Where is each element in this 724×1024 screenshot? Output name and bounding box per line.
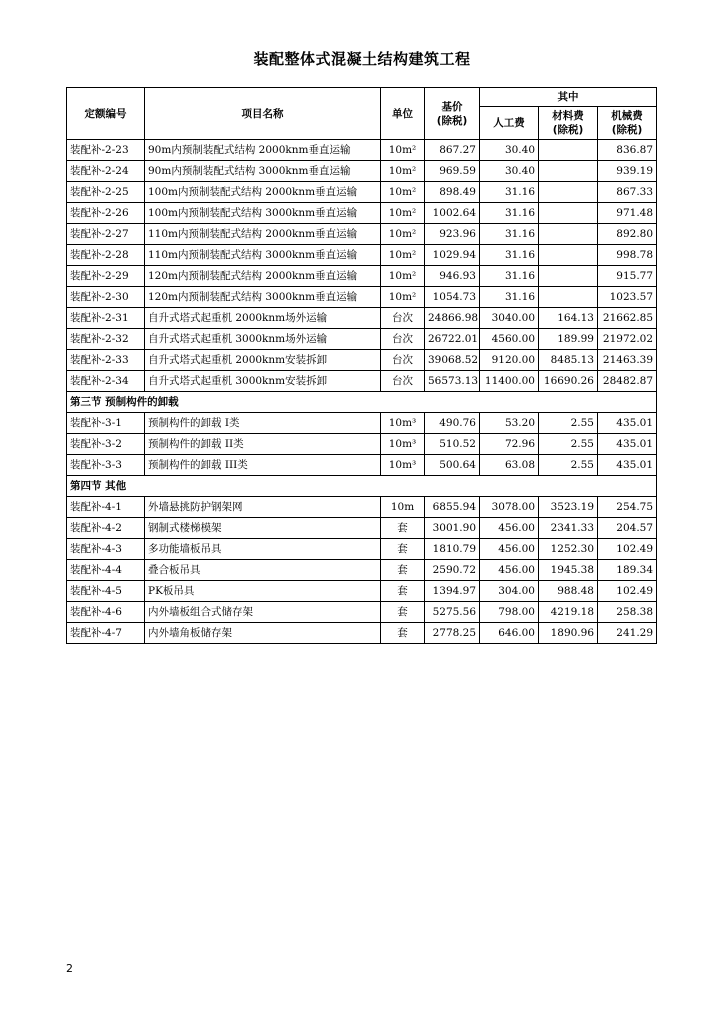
cell-name: 100m内预制装配式结构 3000knm垂直运输 <box>145 203 381 224</box>
cell-material: 1890.96 <box>539 623 598 644</box>
cell-labor: 72.96 <box>480 434 539 455</box>
table-row <box>67 350 657 371</box>
cell-code: 装配补-3-1 <box>67 413 145 434</box>
cell-material: 2.55 <box>539 413 598 434</box>
cell-code: 装配补-2-26 <box>67 203 145 224</box>
cell-unit: 10m² <box>381 287 425 308</box>
cell-unit: 10m² <box>381 161 425 182</box>
cell-labor: 30.40 <box>480 161 539 182</box>
cell-machine: 971.48 <box>598 203 657 224</box>
cell-base: 510.52 <box>425 434 480 455</box>
cell-labor: 53.20 <box>480 413 539 434</box>
cell-machine: 258.38 <box>598 602 657 623</box>
table-body <box>67 140 657 644</box>
cell-name: PK板吊具 <box>145 581 381 602</box>
cell-machine: 254.75 <box>598 497 657 518</box>
cell-material <box>539 161 598 182</box>
table-row <box>67 203 657 224</box>
cell-base: 39068.52 <box>425 350 480 371</box>
cell-unit: 10m³ <box>381 434 425 455</box>
cell-name: 自升式塔式起重机 3000knm安装拆卸 <box>145 371 381 392</box>
cell-machine: 867.33 <box>598 182 657 203</box>
quota-table <box>66 87 657 644</box>
cell-labor: 31.16 <box>480 224 539 245</box>
cell-machine: 836.87 <box>598 140 657 161</box>
table-row <box>67 497 657 518</box>
header-material <box>539 107 598 140</box>
table-row <box>67 434 657 455</box>
cell-base: 2590.72 <box>425 560 480 581</box>
cell-base: 6855.94 <box>425 497 480 518</box>
header-among: 其中 <box>480 88 657 107</box>
cell-base: 5275.56 <box>425 602 480 623</box>
table-row <box>67 518 657 539</box>
cell-labor: 30.40 <box>480 140 539 161</box>
cell-unit: 10m² <box>381 224 425 245</box>
table-row <box>67 308 657 329</box>
cell-name: 预制构件的卸载 I类 <box>145 413 381 434</box>
cell-code: 装配补-3-3 <box>67 455 145 476</box>
cell-unit: 10m <box>381 497 425 518</box>
table-row <box>67 245 657 266</box>
cell-name: 内外墙角板储存架 <box>145 623 381 644</box>
table-row <box>67 539 657 560</box>
cell-base: 24866.98 <box>425 308 480 329</box>
cell-base: 3001.90 <box>425 518 480 539</box>
cell-labor: 11400.00 <box>480 371 539 392</box>
section-row <box>67 476 657 497</box>
cell-labor: 798.00 <box>480 602 539 623</box>
cell-unit: 10m² <box>381 182 425 203</box>
cell-base: 1394.97 <box>425 581 480 602</box>
cell-material <box>539 140 598 161</box>
cell-labor: 31.16 <box>480 203 539 224</box>
cell-material: 164.13 <box>539 308 598 329</box>
cell-material: 2.55 <box>539 434 598 455</box>
cell-labor: 31.16 <box>480 266 539 287</box>
cell-labor: 9120.00 <box>480 350 539 371</box>
cell-code: 装配补-2-27 <box>67 224 145 245</box>
cell-name: 内外墙板组合式储存架 <box>145 602 381 623</box>
cell-code: 装配补-2-32 <box>67 329 145 350</box>
cell-code: 装配补-2-23 <box>67 140 145 161</box>
cell-base: 923.96 <box>425 224 480 245</box>
cell-labor: 3040.00 <box>480 308 539 329</box>
section-row <box>67 392 657 413</box>
cell-material: 988.48 <box>539 581 598 602</box>
cell-code: 装配补-2-25 <box>67 182 145 203</box>
cell-machine: 241.29 <box>598 623 657 644</box>
cell-unit: 10m³ <box>381 455 425 476</box>
cell-unit: 套 <box>381 581 425 602</box>
header-name: 项目名称 <box>145 88 381 140</box>
cell-base: 1054.73 <box>425 287 480 308</box>
cell-unit: 套 <box>381 539 425 560</box>
header-unit: 单位 <box>381 88 425 140</box>
cell-base: 2778.25 <box>425 623 480 644</box>
cell-labor: 456.00 <box>480 539 539 560</box>
cell-machine: 28482.87 <box>598 371 657 392</box>
page-number: 2 <box>66 962 73 975</box>
cell-code: 装配补-4-7 <box>67 623 145 644</box>
cell-machine: 915.77 <box>598 266 657 287</box>
table-row <box>67 581 657 602</box>
cell-code: 装配补-2-24 <box>67 161 145 182</box>
cell-machine: 21662.85 <box>598 308 657 329</box>
table-header <box>67 88 657 140</box>
cell-unit: 套 <box>381 518 425 539</box>
cell-base: 867.27 <box>425 140 480 161</box>
cell-unit: 套 <box>381 602 425 623</box>
cell-base: 500.64 <box>425 455 480 476</box>
table-row <box>67 623 657 644</box>
cell-code: 装配补-4-6 <box>67 602 145 623</box>
cell-material <box>539 287 598 308</box>
cell-material <box>539 182 598 203</box>
cell-labor: 4560.00 <box>480 329 539 350</box>
table-row <box>67 266 657 287</box>
cell-name: 自升式塔式起重机 2000knm安装拆卸 <box>145 350 381 371</box>
cell-labor: 646.00 <box>480 623 539 644</box>
cell-unit: 10m² <box>381 245 425 266</box>
table-row <box>67 224 657 245</box>
cell-labor: 3078.00 <box>480 497 539 518</box>
table-row <box>67 161 657 182</box>
table-row <box>67 182 657 203</box>
cell-name: 90m内预制装配式结构 3000knm垂直运输 <box>145 161 381 182</box>
cell-base: 490.76 <box>425 413 480 434</box>
table-row <box>67 560 657 581</box>
cell-material: 4219.18 <box>539 602 598 623</box>
cell-material <box>539 245 598 266</box>
header-material-text: 材料费 (除税) <box>552 110 584 136</box>
cell-machine: 435.01 <box>598 434 657 455</box>
cell-machine: 204.57 <box>598 518 657 539</box>
cell-name: 自升式塔式起重机 3000knm场外运输 <box>145 329 381 350</box>
cell-machine: 21972.02 <box>598 329 657 350</box>
cell-name: 叠合板吊具 <box>145 560 381 581</box>
cell-name: 预制构件的卸载 III类 <box>145 455 381 476</box>
header-machine-text: 机械费 (除税) <box>611 110 643 136</box>
cell-material: 8485.13 <box>539 350 598 371</box>
cell-name: 110m内预制装配式结构 2000knm垂直运输 <box>145 224 381 245</box>
table-row <box>67 455 657 476</box>
cell-material: 3523.19 <box>539 497 598 518</box>
cell-machine: 435.01 <box>598 413 657 434</box>
cell-name: 120m内预制装配式结构 3000knm垂直运输 <box>145 287 381 308</box>
cell-machine: 892.80 <box>598 224 657 245</box>
cell-base: 26722.01 <box>425 329 480 350</box>
cell-material: 2.55 <box>539 455 598 476</box>
cell-machine: 102.49 <box>598 581 657 602</box>
cell-base: 1810.79 <box>425 539 480 560</box>
cell-unit: 套 <box>381 560 425 581</box>
cell-unit: 10m² <box>381 140 425 161</box>
cell-labor: 31.16 <box>480 287 539 308</box>
cell-material <box>539 266 598 287</box>
cell-machine: 1023.57 <box>598 287 657 308</box>
cell-unit: 台次 <box>381 350 425 371</box>
cell-material: 189.99 <box>539 329 598 350</box>
cell-code: 装配补-4-2 <box>67 518 145 539</box>
cell-unit: 台次 <box>381 308 425 329</box>
cell-code: 装配补-4-4 <box>67 560 145 581</box>
cell-name: 多功能墙板吊具 <box>145 539 381 560</box>
cell-name: 90m内预制装配式结构 2000knm垂直运输 <box>145 140 381 161</box>
cell-name: 外墙悬挑防护钢架网 <box>145 497 381 518</box>
cell-material: 1945.38 <box>539 560 598 581</box>
cell-base: 969.59 <box>425 161 480 182</box>
cell-unit: 套 <box>381 623 425 644</box>
cell-code: 装配补-4-1 <box>67 497 145 518</box>
cell-material: 1252.30 <box>539 539 598 560</box>
cell-unit: 台次 <box>381 371 425 392</box>
cell-code: 装配补-2-34 <box>67 371 145 392</box>
cell-code: 装配补-2-29 <box>67 266 145 287</box>
cell-base: 898.49 <box>425 182 480 203</box>
table-row <box>67 140 657 161</box>
cell-code: 装配补-2-31 <box>67 308 145 329</box>
header-base <box>425 88 480 140</box>
cell-name: 钢制式楼梯模架 <box>145 518 381 539</box>
cell-name: 自升式塔式起重机 2000knm场外运输 <box>145 308 381 329</box>
cell-machine: 189.34 <box>598 560 657 581</box>
cell-code: 装配补-4-5 <box>67 581 145 602</box>
cell-name: 110m内预制装配式结构 3000knm垂直运输 <box>145 245 381 266</box>
cell-material: 2341.33 <box>539 518 598 539</box>
cell-labor: 456.00 <box>480 560 539 581</box>
section-label: 第三节 预制构件的卸载 <box>67 392 657 413</box>
cell-name: 100m内预制装配式结构 2000knm垂直运输 <box>145 182 381 203</box>
cell-unit: 10m² <box>381 266 425 287</box>
cell-machine: 102.49 <box>598 539 657 560</box>
cell-machine: 939.19 <box>598 161 657 182</box>
header-machine <box>598 107 657 140</box>
cell-base: 56573.13 <box>425 371 480 392</box>
table-row <box>67 329 657 350</box>
table-row <box>67 371 657 392</box>
header-base-text: 基价 (除税) <box>436 100 468 127</box>
cell-labor: 63.08 <box>480 455 539 476</box>
cell-code: 装配补-2-33 <box>67 350 145 371</box>
cell-code: 装配补-3-2 <box>67 434 145 455</box>
cell-machine: 998.78 <box>598 245 657 266</box>
document-title: 装配整体式混凝土结构建筑工程 <box>253 50 471 68</box>
cell-labor: 31.16 <box>480 182 539 203</box>
cell-unit: 台次 <box>381 329 425 350</box>
cell-code: 装配补-2-28 <box>67 245 145 266</box>
cell-base: 1002.64 <box>425 203 480 224</box>
cell-material: 16690.26 <box>539 371 598 392</box>
section-label: 第四节 其他 <box>67 476 657 497</box>
cell-material <box>539 203 598 224</box>
cell-code: 装配补-4-3 <box>67 539 145 560</box>
cell-name: 120m内预制装配式结构 2000knm垂直运输 <box>145 266 381 287</box>
table-row <box>67 287 657 308</box>
cell-base: 1029.94 <box>425 245 480 266</box>
cell-unit: 10m² <box>381 203 425 224</box>
cell-labor: 304.00 <box>480 581 539 602</box>
cell-labor: 31.16 <box>480 245 539 266</box>
header-labor: 人工费 <box>480 107 539 140</box>
cell-name: 预制构件的卸载 II类 <box>145 434 381 455</box>
cell-unit: 10m³ <box>381 413 425 434</box>
cell-machine: 21463.39 <box>598 350 657 371</box>
cell-machine: 435.01 <box>598 455 657 476</box>
cell-base: 946.93 <box>425 266 480 287</box>
cell-material <box>539 224 598 245</box>
cell-labor: 456.00 <box>480 518 539 539</box>
table-row <box>67 413 657 434</box>
cell-code: 装配补-2-30 <box>67 287 145 308</box>
header-code: 定额编号 <box>67 88 145 140</box>
table-row <box>67 602 657 623</box>
